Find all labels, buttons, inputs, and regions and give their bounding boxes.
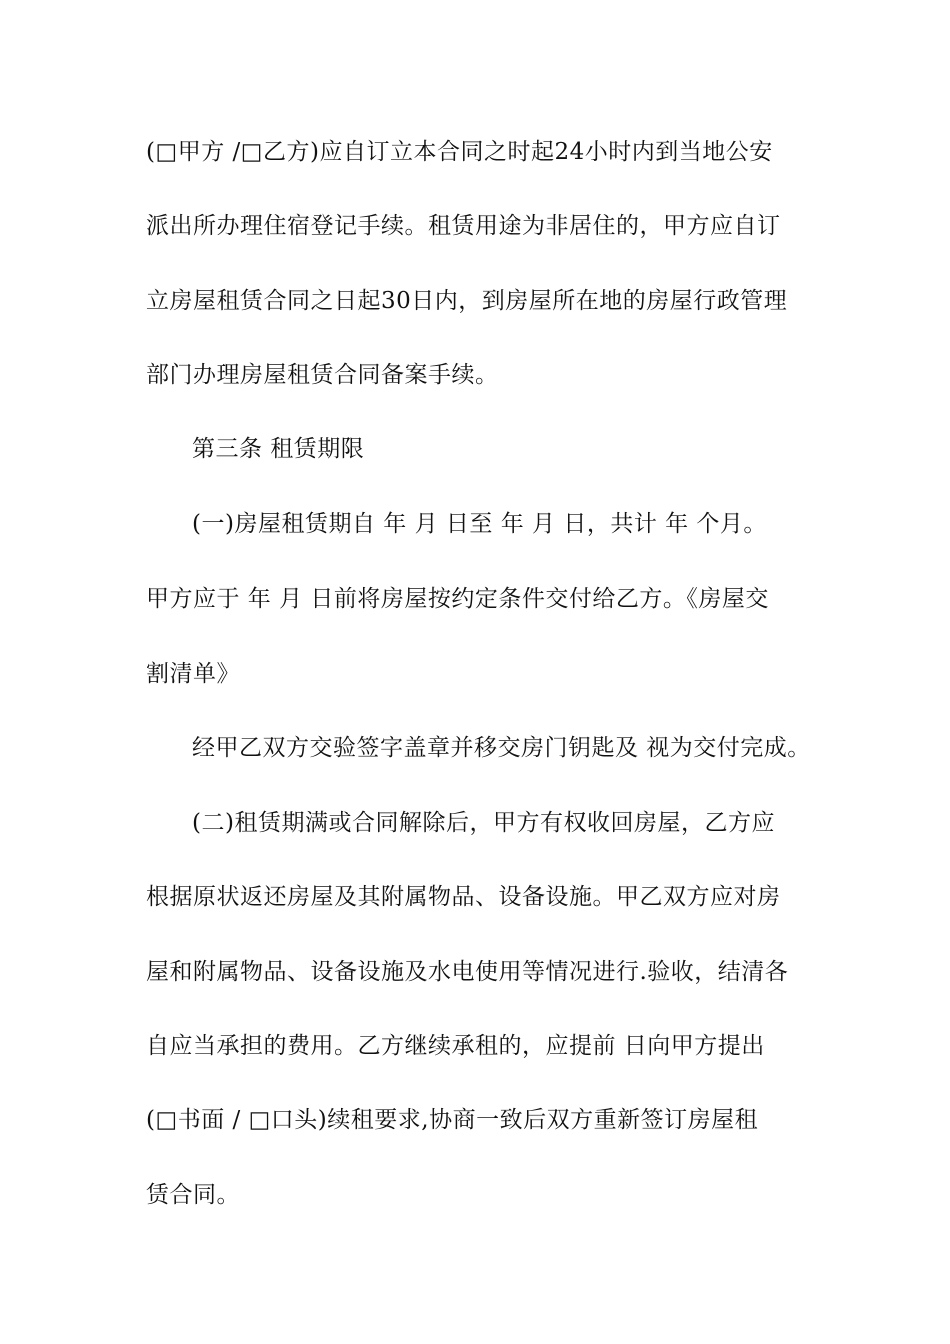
text-line: 立房屋租赁合同之日起30日内，到房屋所在地的房屋行政管理 — [146, 288, 788, 314]
text-line: (□书面 / □口头)续租要求,协商一致后双方重新签订房屋租 — [146, 1107, 759, 1133]
text-line: 屋和附属物品、设备设施及水电使用等情况进行.验收，结清各 — [146, 959, 789, 985]
text-line: 派出所办理住宿登记手续。租赁用途为非居住的，甲方应自订 — [146, 213, 781, 239]
text-line: 根据原状返还房屋及其附属物品、设备设施。甲乙双方应对房 — [146, 884, 781, 910]
text-line: 自应当承担的费用。乙方继续承租的，应提前 日向甲方提出 — [146, 1033, 765, 1059]
text-line: (一)房屋租赁期自 年 月 日至 年 月 日，共计 年 个月。 — [192, 511, 767, 537]
text-line: (二)租赁期满或合同解除后，甲方有权收回房屋，乙方应 — [192, 810, 775, 836]
text-line: 甲方应于 年 月 日前将房屋按约定条件交付给乙方。《房屋交 — [146, 586, 769, 612]
text-line: 部门办理房屋租赁合同备案手续。 — [146, 362, 499, 388]
section-heading: 第三条 租赁期限 — [192, 436, 365, 462]
text-line: (□甲方 /□乙方)应自订立本合同之时起24小时内到当地公安 — [146, 139, 773, 165]
text-line: 赁合同。 — [146, 1182, 240, 1208]
text-line: 割清单》 — [146, 661, 240, 687]
text-line: 经甲乙双方交验签字盖章并移交房门钥匙及 视为交付完成。 — [192, 735, 811, 761]
